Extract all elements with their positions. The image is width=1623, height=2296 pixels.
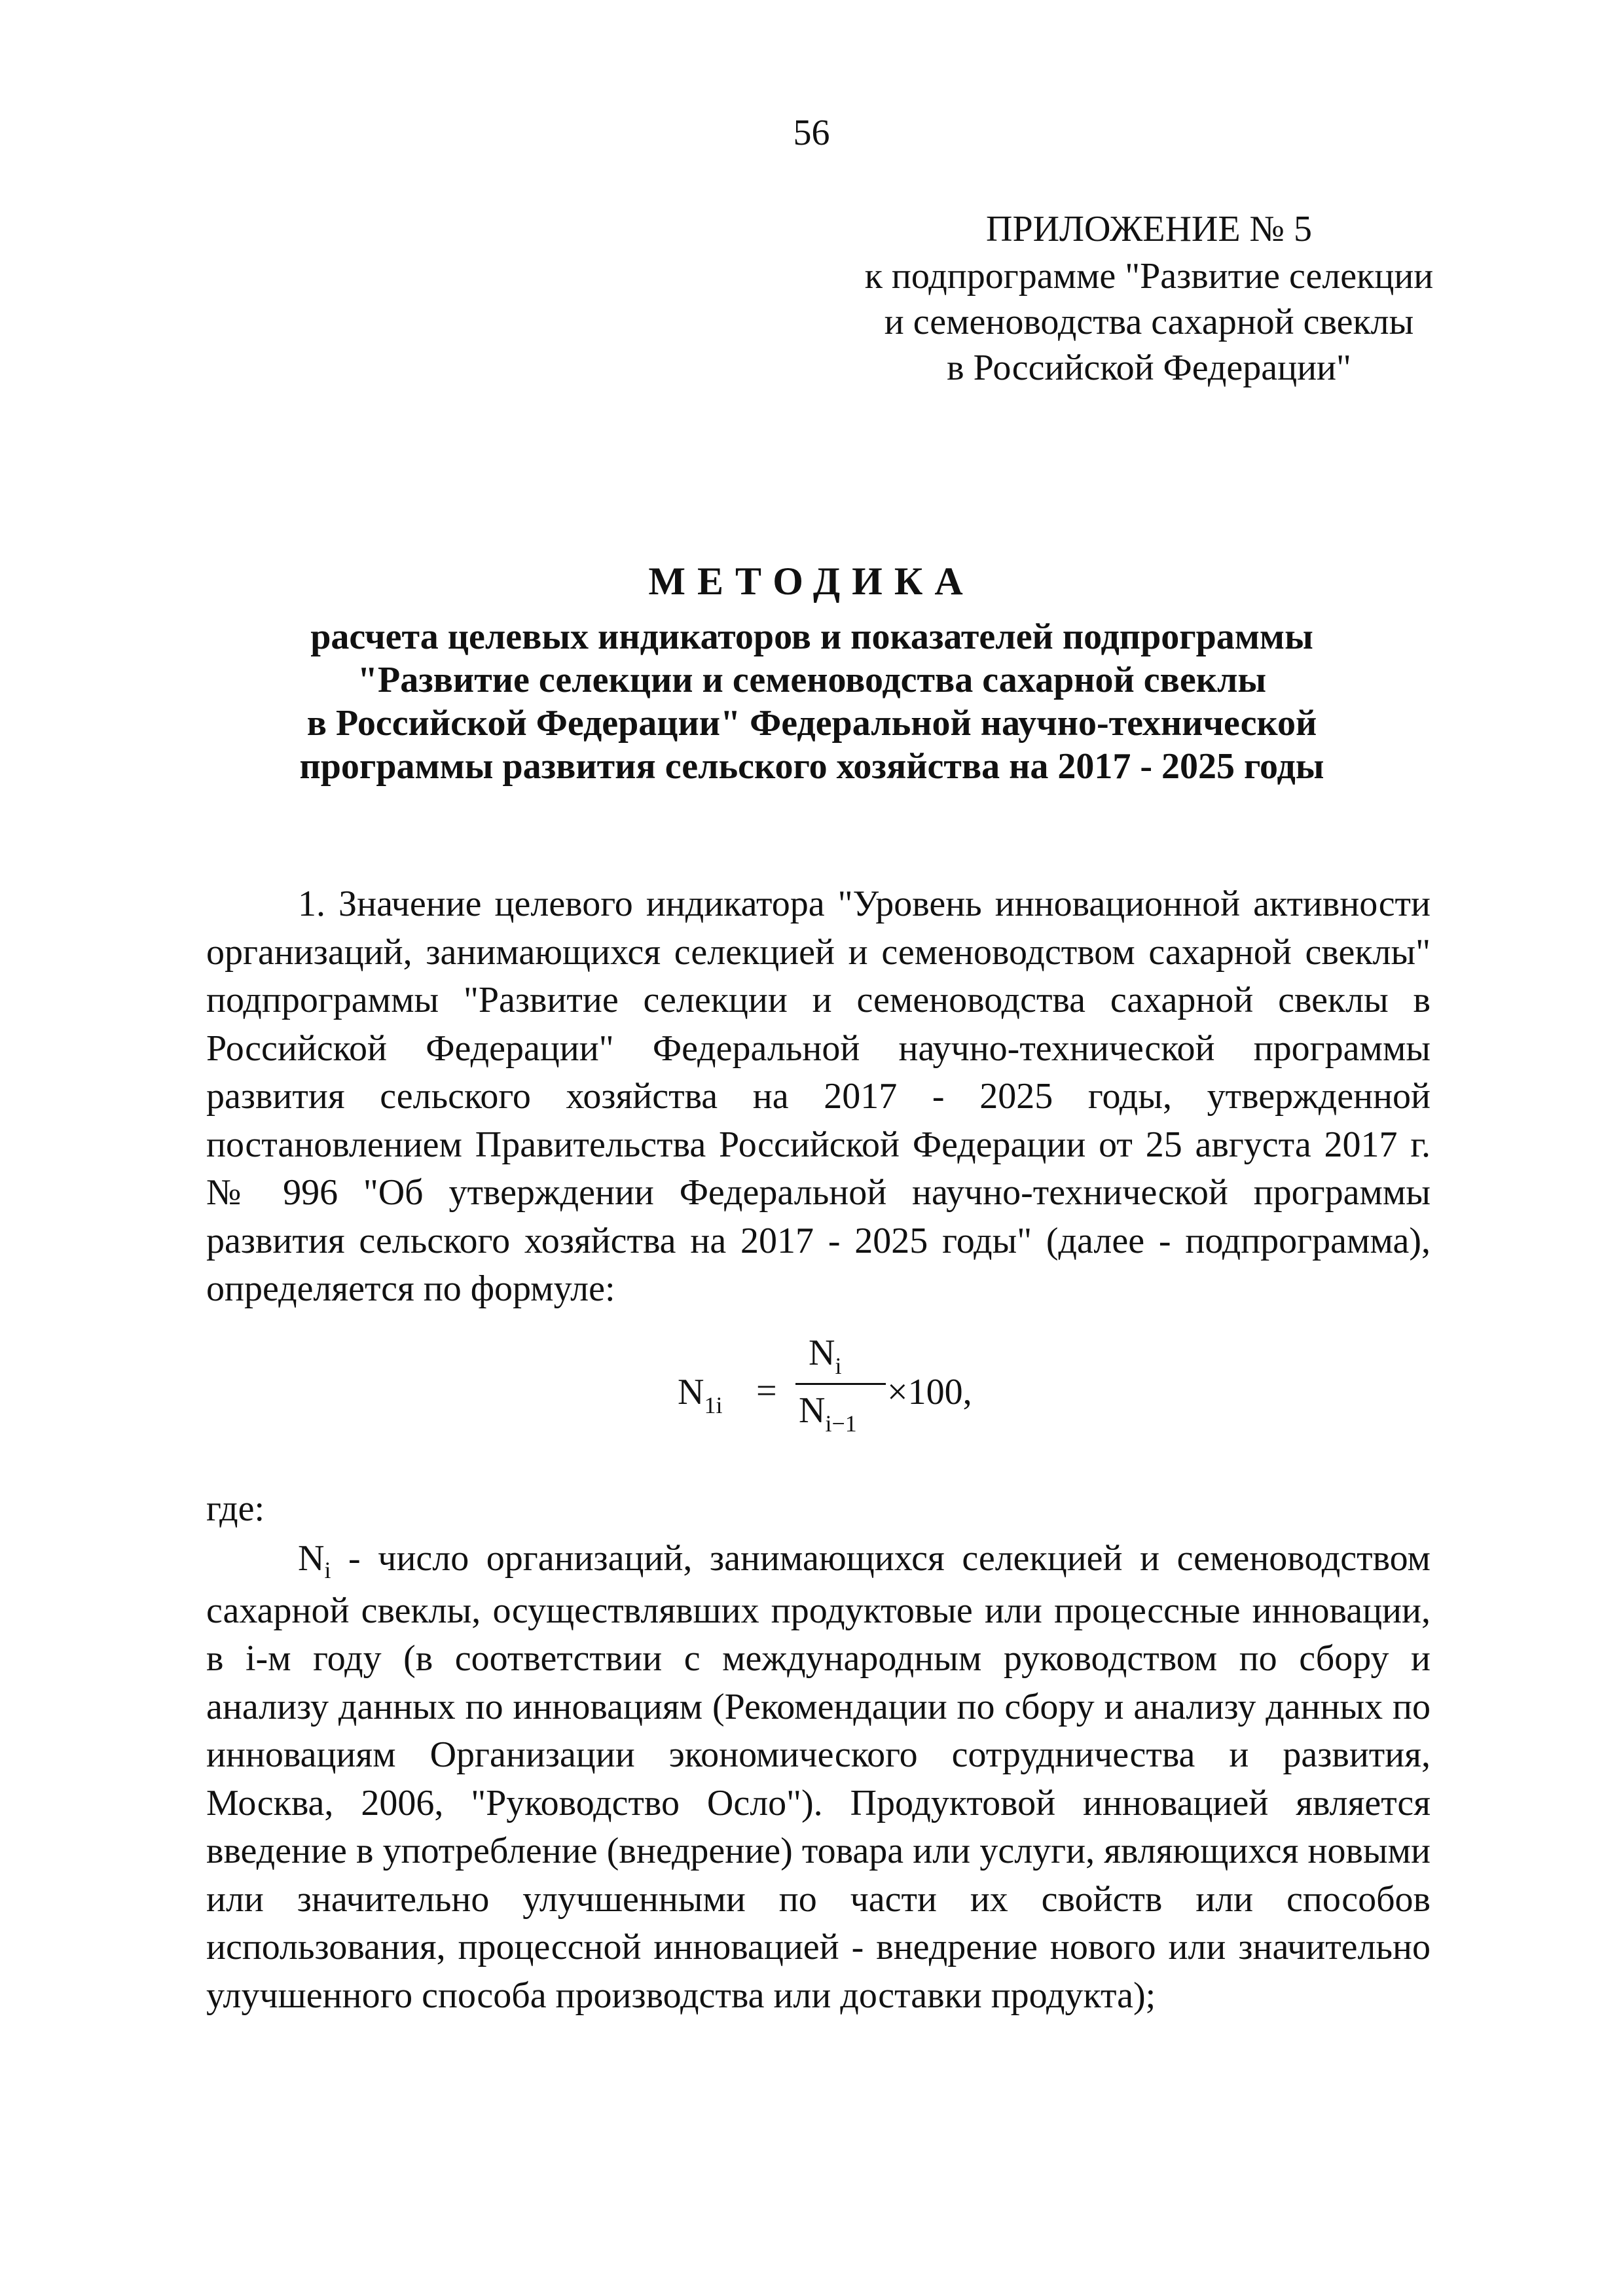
definition-symbol-subscript: i [324, 1557, 331, 1583]
paragraph-1: 1. Значение целевого индикатора "Уровень инновационной активности организаций, занимающихся селекцией и семеноводством сахарной свеклы" подпрограммы "Развитие селекции и семеноводства сахарной свеклы в Российской Федерации" Федеральной научно-технической программы развития сельского хозяйства на 2017 - 2025 годы, утвержденной постановлением Правительства Российской Федерации от 25 августа 2017 г. № 996 "Об утверждении Федеральной научно-технической программы развития сельского хозяйства на 2017 - 2025 годы" (далее - подпрограмма), определяется по формуле: [206, 884, 1431, 1309]
appendix-title: ПРИЛОЖЕНИЕ № 5 [986, 209, 1312, 249]
subtitle-line: расчета целевых индикаторов и показателей подпрограммы [310, 617, 1313, 657]
formula [678, 1332, 1070, 1463]
formula-denominator [799, 1390, 857, 1437]
document-subtitle [196, 615, 1427, 788]
definition-ni [206, 1535, 1431, 2020]
formula-numerator-subscript: i [835, 1353, 842, 1379]
where-label: где: [206, 1488, 265, 1529]
appendix-line: в Российской Федерации" [947, 348, 1351, 388]
formula-denominator-symbol: N [799, 1390, 826, 1431]
fraction-bar [795, 1383, 886, 1385]
document-title: МЕТОДИКА [648, 560, 975, 603]
formula-lhs-subscript: 1i [704, 1392, 723, 1418]
formula-lhs-symbol: N [678, 1372, 704, 1412]
formula-lhs [678, 1371, 723, 1418]
definition-text: - число организаций, занимающихся селекцией и семеноводством сахарной свеклы, осуществлявших продуктовые или процессные инновации, в i-м году (в соответствии с международным руководством по сбору и анализу данных по инновациям (Рекомендации по сбору и анализу данных по инновациям Организации экономического сотрудничества и развития, Москва, 2006, "Руководство Осло"). Продуктовой инновацией является введение в употребление (внедрение) товара или услуги, являющихся новыми или значительно улучшенными по части их свойств или способов использования, процессной инновацией - внедрение нового или значительно улучшенного способа производства или доставки продукта); [206, 1538, 1431, 2016]
definition-symbol-letter: N [298, 1538, 325, 1579]
formula-numerator [809, 1332, 842, 1379]
appendix-block [805, 206, 1493, 391]
subtitle-line: в Российской Федерации" Федеральной научно-технической [306, 703, 1317, 744]
appendix-line: к подпрограмме "Развитие селекции [864, 256, 1434, 296]
formula-numerator-symbol: N [809, 1333, 835, 1373]
appendix-line: и семеноводства сахарной свеклы [884, 302, 1414, 342]
formula-equals: = [756, 1371, 777, 1411]
formula-multiplier: ×100, [887, 1372, 972, 1412]
page-number: 56 [793, 113, 830, 153]
subtitle-line: программы развития сельского хозяйства на 2017 - 2025 годы [299, 746, 1324, 787]
formula-denominator-subscript: i−1 [825, 1410, 857, 1437]
definition-symbol [206, 1538, 331, 1583]
subtitle-line: "Развитие селекции и семеноводства сахарной свеклы [357, 660, 1267, 700]
